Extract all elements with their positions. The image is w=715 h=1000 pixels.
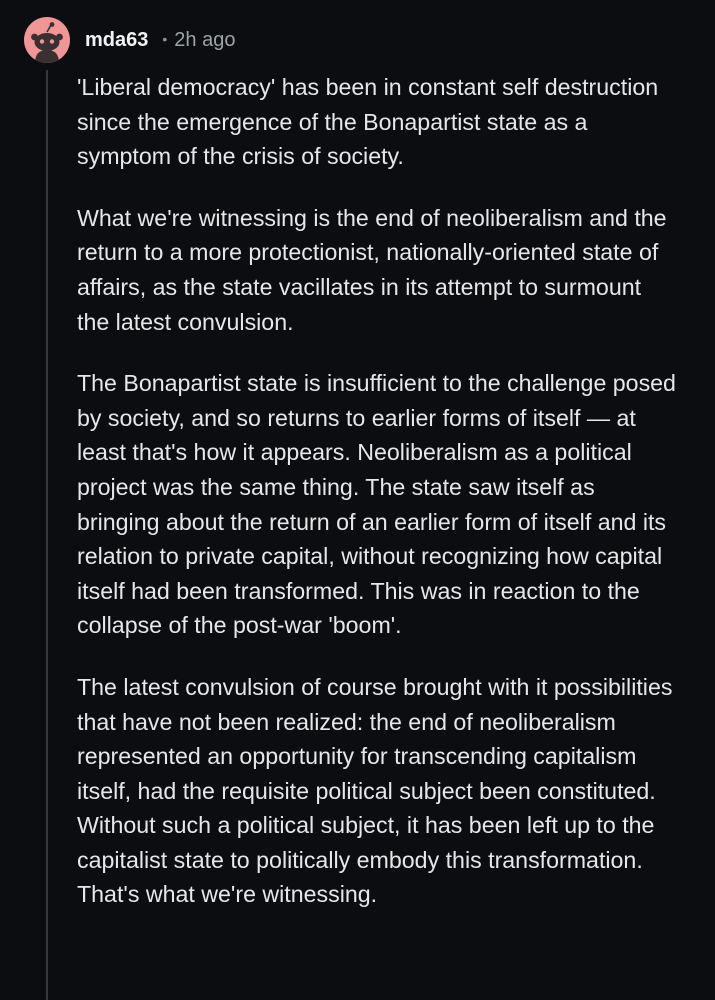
comment-body [77, 70, 677, 939]
meta-separator: • [162, 31, 168, 47]
comment-paragraph: What we're witnessing is the end of neoliberalism and the return to a more protectionist, nationally-oriented state of affairs, as the state vacillates in its attempt to surmount the latest convulsion. [77, 204, 667, 335]
comment-paragraph: 'Liberal democracy' has been in constant self destruction since the emergence of the Bonapartist state as a symptom of the crisis of society. [77, 74, 659, 170]
thread-collapse-line[interactable] [46, 70, 48, 1000]
snoo-avatar-icon [24, 17, 70, 63]
comment-paragraph: The latest convulsion of course brought with it possibilities that have not been realized: the end of neoliberalism represented an opportunity for transcending capitalism itself, had the requisite political subject been constituted. Without such a political subject, it has been left up to the capitalist state to politically embody this transformation. That's what we're witnessing. [77, 673, 673, 908]
user-avatar[interactable] [24, 17, 70, 63]
comment-paragraph: The Bonapartist state is insufficient to the challenge posed by society, and so returns to earlier forms of itself — at least that's how it appears. Neoliberalism as a political project was the same thing. The state saw itself as bringing about the return of an earlier form of itself and its relation to private capital, without recognizing how capital itself had been transformed. This was in reaction to the collapse of the post-war 'boom'. [77, 370, 676, 639]
comment-timestamp: 2h ago [174, 28, 236, 51]
author-username[interactable]: mda63 [85, 28, 149, 51]
comment-header [85, 26, 235, 54]
